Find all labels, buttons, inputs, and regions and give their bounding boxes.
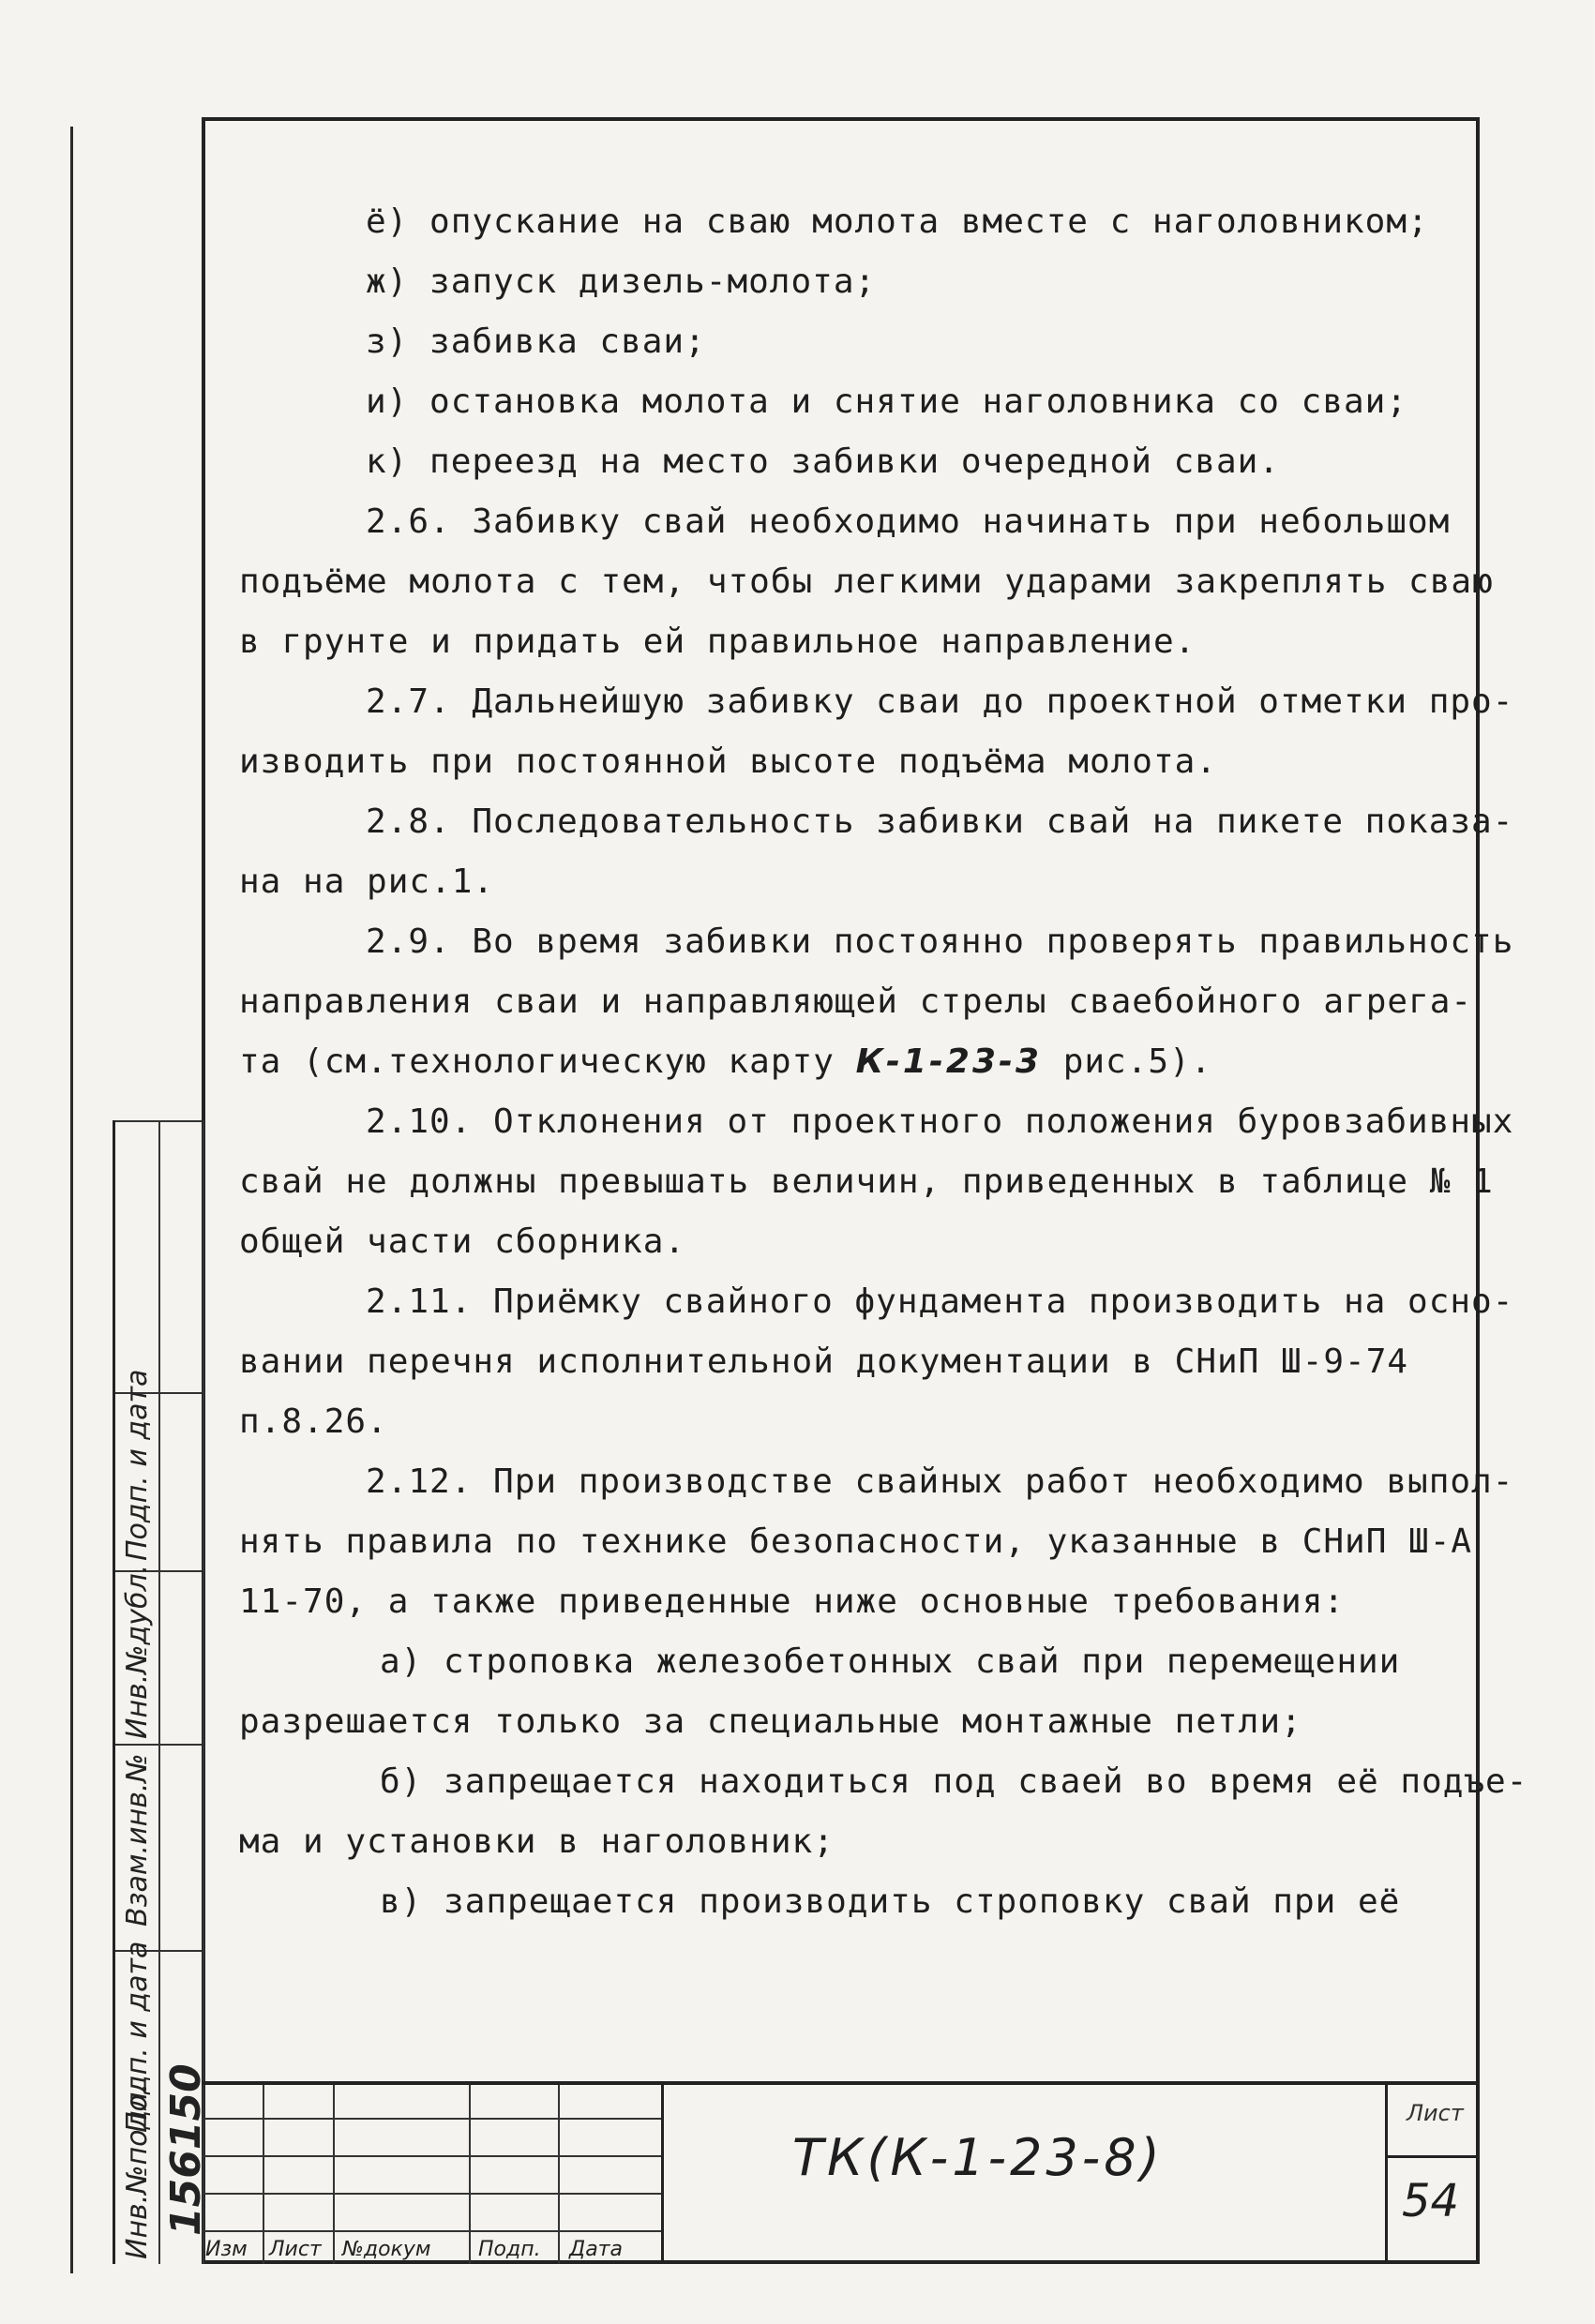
paragraph-2-11-line-3: п.8.26. xyxy=(239,1402,388,1441)
paragraph-2-7-line-2: изводить при постоянной высоте подъёма молота. xyxy=(239,742,1217,781)
requirement-v-line-1: в) запрещается производить строповку свай при её xyxy=(380,1882,1401,1921)
paragraph-2-7-line-1: 2.7. Дальнейшую забивку сваи до проектной отметки про- xyxy=(366,682,1514,721)
side-label-inv-original: Инв.№подл. xyxy=(121,2083,154,2259)
requirement-b-line-2: ма и установки в наголовник; xyxy=(239,1822,835,1861)
paragraph-2-10-line-3: общей части сборника. xyxy=(239,1222,686,1261)
revision-grid xyxy=(202,2085,661,2264)
col-header-date: Дата xyxy=(569,2238,623,2261)
list-item-z: з) забивка сваи; xyxy=(366,322,706,361)
paragraph-2-8-line-1: 2.8. Последовательность забивки свай на пикете показа- xyxy=(366,802,1514,841)
paragraph-2-11-line-1: 2.11. Приёмку свайного фундамента производить на осно- xyxy=(366,1282,1514,1321)
grid-line xyxy=(202,2230,661,2232)
paragraph-2-11-line-2: вании перечня исполнительной документации в СНиП Ш-9-74 xyxy=(239,1342,1409,1381)
side-label-signature-date-2: Подп. и дата xyxy=(121,1369,154,1561)
list-item-i: и) остановка молота и снятие наголовника со сваи; xyxy=(366,382,1408,421)
paragraph-2-9-line-1: 2.9. Во время забивки постоянно проверять правильность xyxy=(366,922,1514,961)
sheet-label: Лист xyxy=(1407,2100,1464,2126)
paragraph-2-6-line-1: 2.6. Забивку свай необходимо начинать при небольшом xyxy=(366,502,1451,541)
document-body xyxy=(239,192,1528,1932)
col-header-signature: Подп. xyxy=(478,2238,541,2261)
grid-line xyxy=(333,2085,335,2264)
list-item-yo: ё) опускание на сваю молота вместе с наголовником; xyxy=(366,202,1429,241)
col-header-sheet: Лист xyxy=(269,2238,322,2261)
paragraph-2-10-line-1: 2.10. Отклонения от проектного положения буровзабивных xyxy=(366,1102,1514,1141)
grid-line xyxy=(469,2085,471,2264)
paragraph-2-6-line-2: подъёме молота с тем, чтобы легкими ударами закреплять сваю xyxy=(239,562,1494,601)
grid-line xyxy=(202,2118,661,2120)
paragraph-2-6-line-3: в грунте и придать ей правильное направление. xyxy=(239,622,1196,661)
paragraph-2-10-line-2: свай не должны превышать величин, приведенных в таблице № 1 xyxy=(239,1162,1494,1201)
title-block-divider xyxy=(661,2085,664,2264)
paragraph-2-9-line-2: направления сваи и направляющей стрелы сваебойного агрега- xyxy=(239,982,1473,1021)
paragraph-2-9-line-3 xyxy=(239,1032,1477,1092)
side-label-inv-duplicate: Инв.№дубл. xyxy=(121,1564,154,1739)
handwritten-card-number: К-1-23-3 xyxy=(855,1042,1043,1081)
page-edge-line xyxy=(70,127,73,2273)
card-reference-suffix: рис.5). xyxy=(1062,1042,1212,1081)
paragraph-2-12-line-1: 2.12. При производстве свайных работ необходимо выпол- xyxy=(366,1462,1514,1501)
paragraph-2-12-line-3: 11-70, а также приведенные ниже основные требования: xyxy=(239,1582,1346,1621)
sheet-number: 54 xyxy=(1402,2175,1460,2227)
side-stamp-divider xyxy=(115,1120,202,1122)
document-code: ТК(К-1-23-8) xyxy=(792,2128,1164,2187)
grid-line xyxy=(558,2085,560,2264)
side-stamp-divider xyxy=(115,1744,202,1746)
col-header-change: Изм xyxy=(205,2238,248,2261)
grid-line xyxy=(202,2155,661,2157)
col-header-document: №докум xyxy=(342,2238,431,2261)
side-label-replaced-inv: Взам.инв.№ xyxy=(121,1753,154,1927)
requirement-b-line-1: б) запрещается находиться под сваей во время её подъе- xyxy=(380,1762,1528,1801)
requirement-a-line-1: а) строповка железобетонных свай при перемещении xyxy=(380,1642,1401,1681)
paragraph-2-12-line-2: нять правила по технике безопасности, указанные в СНиП Ш-А xyxy=(239,1522,1473,1561)
grid-line xyxy=(202,2193,661,2195)
sheet-cell-divider xyxy=(1385,2085,1388,2264)
list-item-zh: ж) запуск дизель-молота; xyxy=(366,262,877,301)
sheet-cell-divider xyxy=(1385,2155,1480,2158)
side-stamp xyxy=(113,1120,210,2264)
list-item-k: к) переезд на место забивки очередной сваи. xyxy=(366,442,1280,481)
paragraph-2-8-line-2: на на рис.1. xyxy=(239,862,495,901)
requirement-a-line-2: разрешается только за специальные монтажные петли; xyxy=(239,1702,1302,1741)
side-label-signature-date: Подп. и дата xyxy=(121,1941,154,2133)
grid-line xyxy=(263,2085,264,2264)
card-reference-prefix: та (см.технологическую карту xyxy=(239,1042,835,1081)
inventory-number: 156150 xyxy=(162,2063,210,2236)
